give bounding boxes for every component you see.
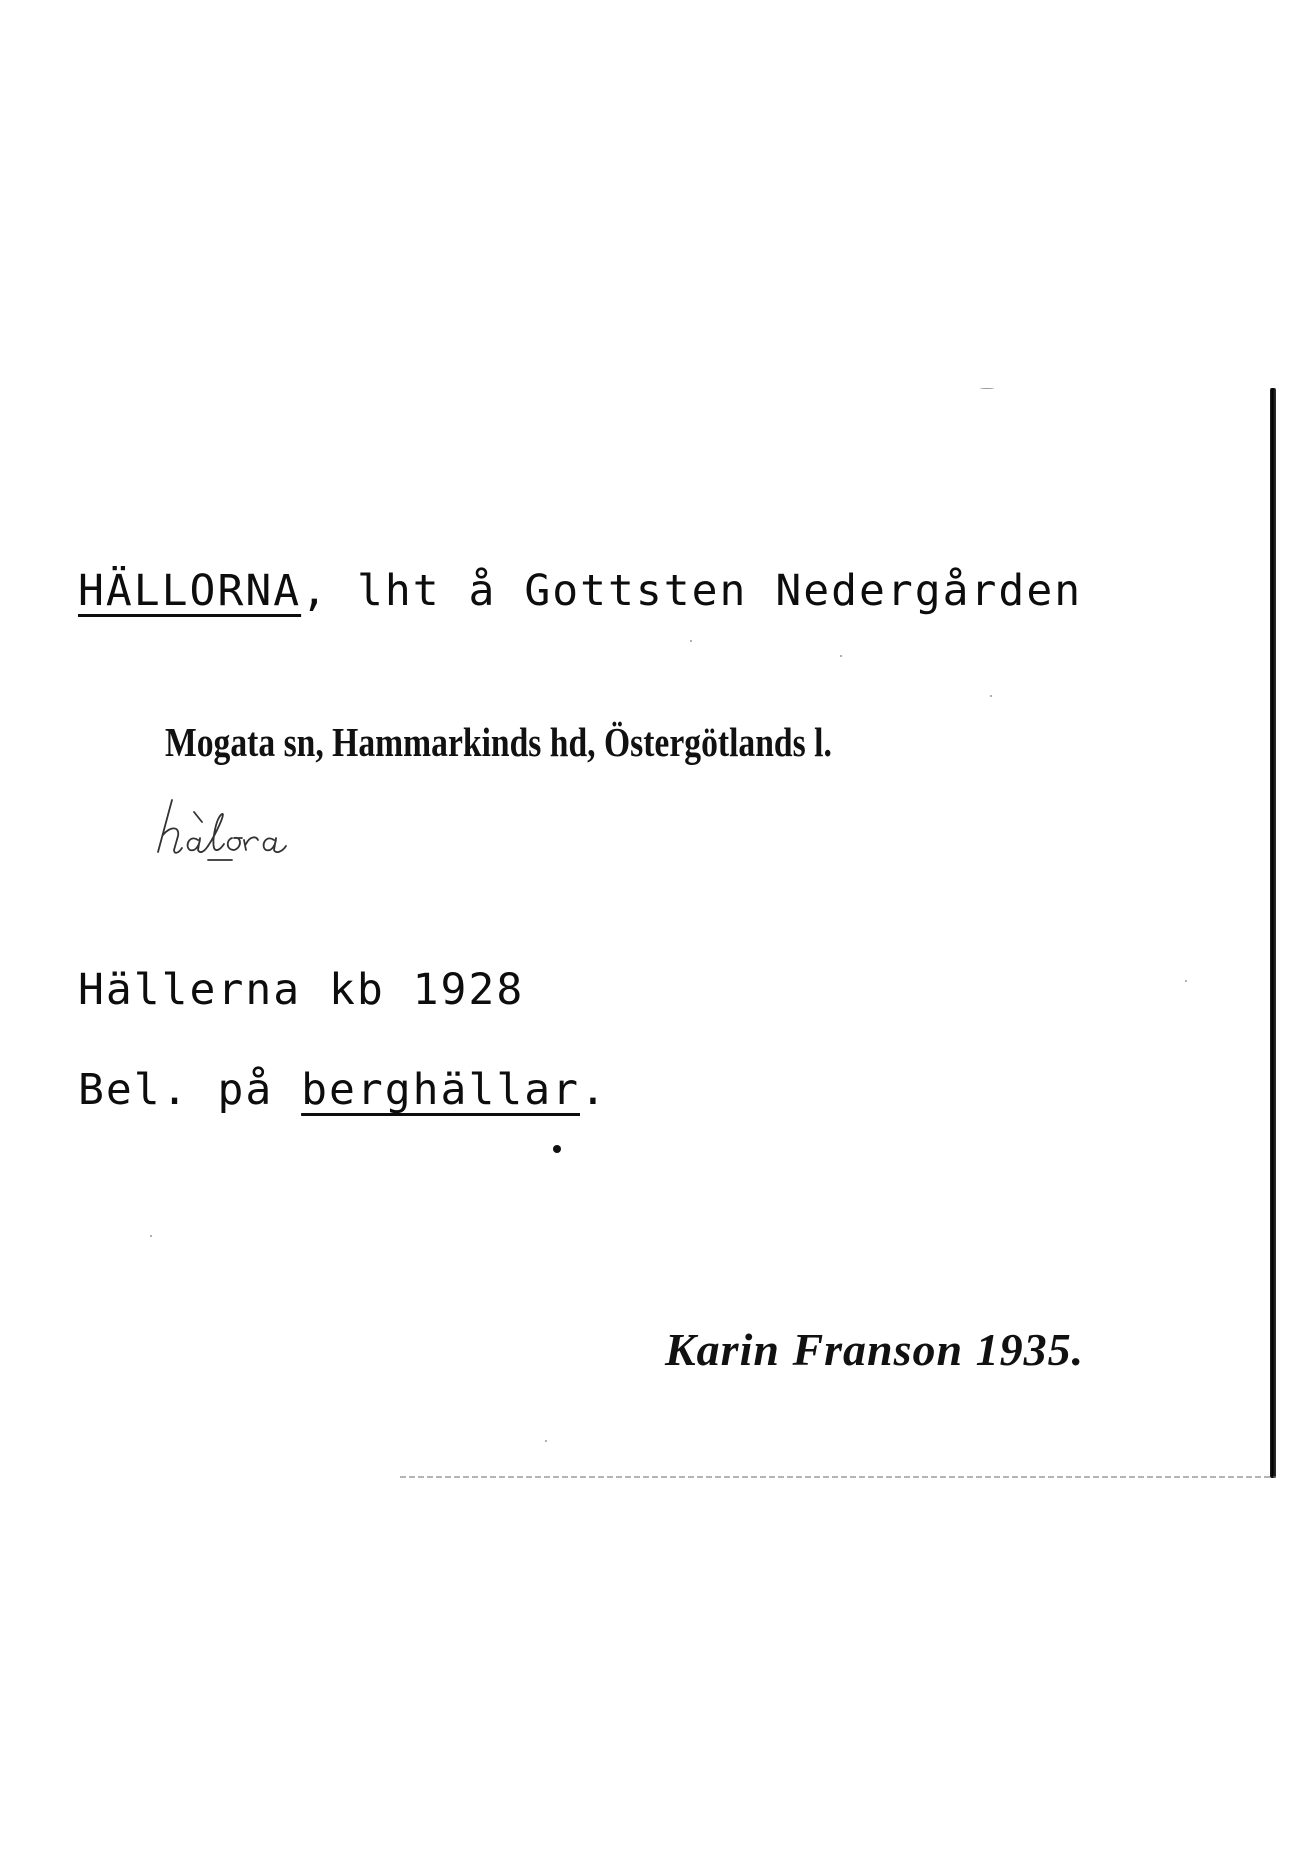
scan-speck [150, 1235, 152, 1237]
place-heading-line [78, 566, 1082, 616]
scan-speck [1185, 980, 1187, 982]
handwritten-pronunciation [150, 790, 350, 870]
card-right-edge [1270, 388, 1276, 1478]
location-note-line [78, 1065, 608, 1115]
scan-speck [990, 695, 992, 697]
parish-district-line: Mogata sn, Hammarkinds hd, Östergötlands l. [165, 719, 832, 765]
scan-speck [840, 655, 842, 657]
location-note-period: . [580, 1065, 608, 1115]
scan-speck [545, 1440, 547, 1442]
historical-form-line: Hällerna kb 1928 [78, 965, 525, 1015]
location-note-prefix: Bel. på [78, 1065, 274, 1115]
ink-dot [553, 1145, 561, 1153]
place-name: HÄLLORNA [78, 566, 302, 616]
scan-speck [980, 388, 994, 389]
place-name-comma: , [301, 566, 329, 616]
place-description: lht å Gottsten Nedergården [357, 566, 1083, 616]
scan-speck [690, 640, 692, 642]
collector-signature: Karin Franson 1935. [665, 1324, 1085, 1375]
location-note-term: berghällar [301, 1065, 580, 1115]
card-bottom-edge [400, 1476, 1276, 1478]
